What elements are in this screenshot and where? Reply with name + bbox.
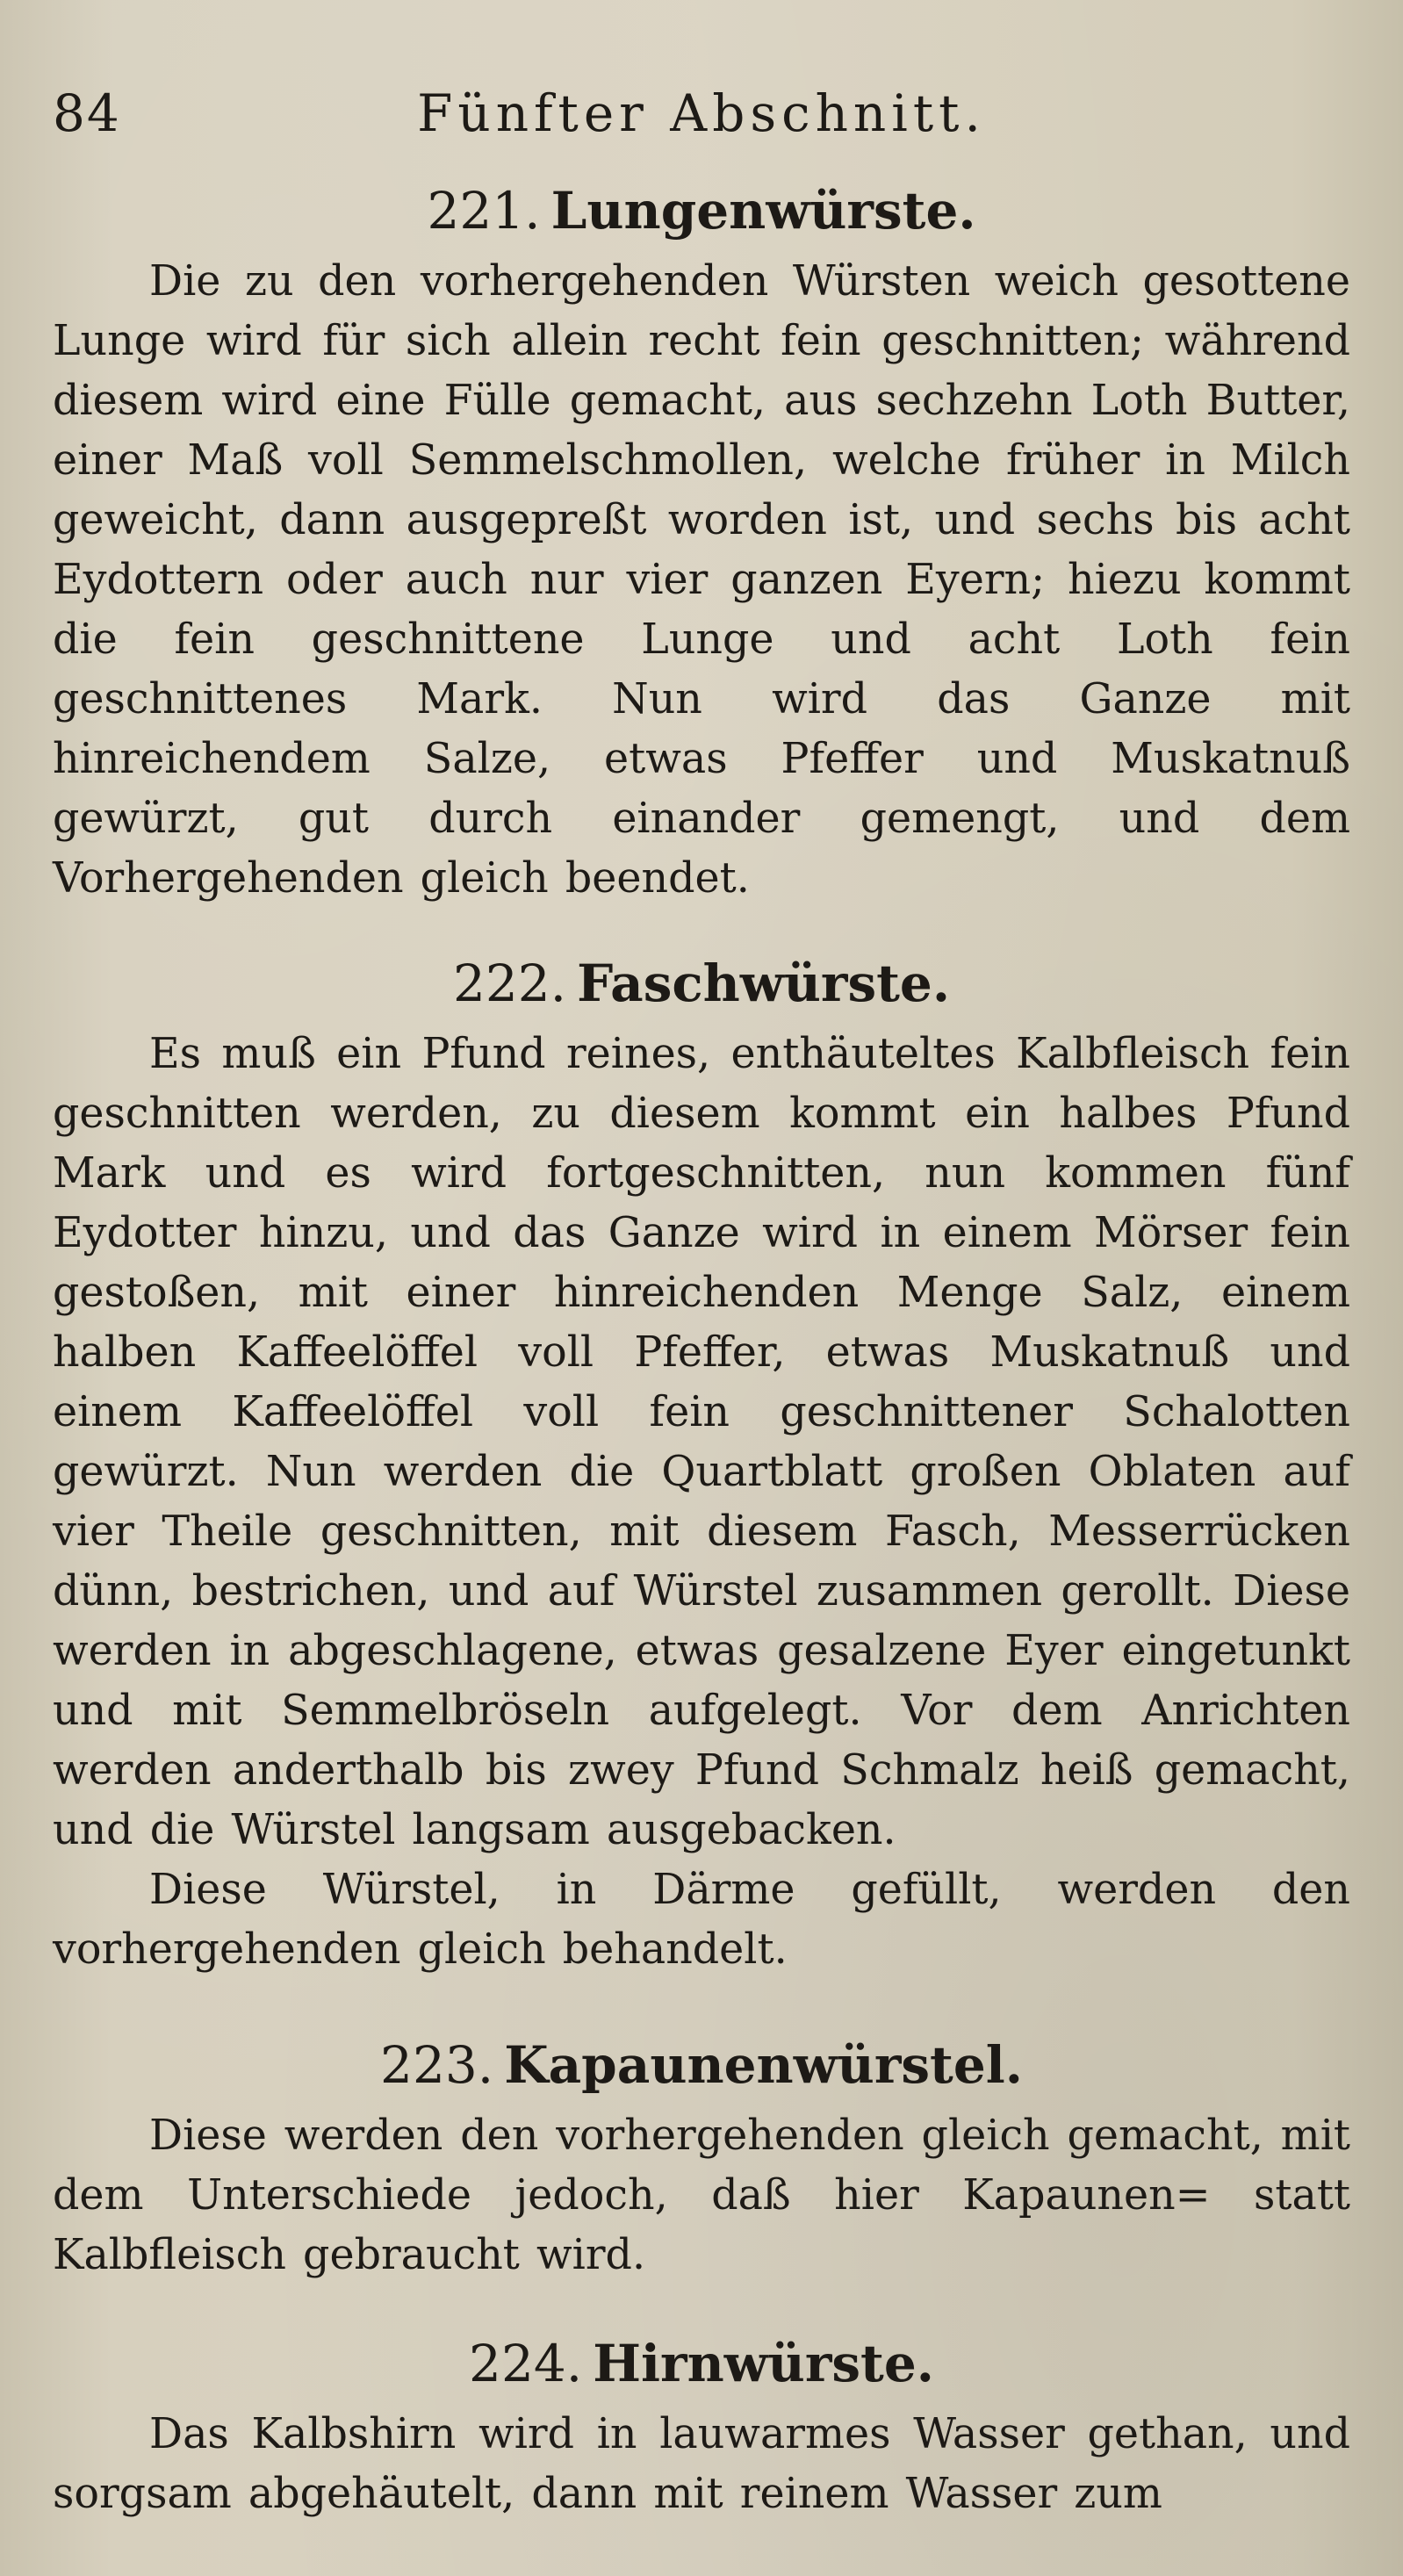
recipe-paragraph: Das Kalbshirn wird in lauwarmes Wasser gethan, und sorgsam abgehäutelt, dann mit reinem Wasser zum (53, 2410, 1350, 2518)
recipe-paragraph: Die zu den vorhergehenden Würsten weich gesottene Lunge wird für sich allein recht fein geschnitten; während diesem wird eine Fülle gemacht, aus sechzehn Loth Butter, einer Maß voll Semmelschmollen, welche früher in Milch geweicht, dann ausgepreßt worden ist, und sechs bis acht Eydottern oder auch nur vier ganzen Eyern; hiezu kommt die fein geschnittene Lunge und acht Loth fein geschnittenes Mark. Nun wird das Ganze mit hinreichendem Salze, etwas Pfeffer und Muskatnuß gewürzt, gut durch einander gemengt, und dem Vorhergehenden gleich beendet. (53, 257, 1350, 903)
section-number: 221. (427, 181, 541, 241)
recipe-section-223 (53, 2034, 1350, 2285)
recipe-section-222 (53, 953, 1350, 1980)
recipe-paragraph: Diese Würstel, in Därme gefüllt, werden den vorhergehenden gleich behandelt. (53, 1866, 1350, 1974)
page-header (53, 83, 1350, 162)
recipe-section-224 (53, 2333, 1350, 2524)
section-title (53, 2333, 1350, 2394)
recipe-paragraph: Diese werden den vorhergehenden gleich gemacht, mit dem Unterschiede jedoch, daß hier Kapaunen= statt Kalbfleisch gebraucht wird. (53, 2112, 1350, 2279)
section-heading: Kapaunenwürstel. (504, 2035, 1023, 2095)
text-block (53, 180, 1350, 2524)
section-number: 224. (469, 2334, 583, 2393)
section-title (53, 2034, 1350, 2096)
recipe-section-221 (53, 180, 1350, 909)
section-title (53, 953, 1350, 1014)
page-number: 84 (53, 83, 121, 143)
running-head: Fünfter Abschnitt. (417, 83, 986, 143)
section-heading: Faschwürste. (577, 953, 951, 1013)
recipe-paragraph: Es muß ein Pfund reines, enthäuteltes Kalbfleisch fein geschnitten werden, zu diesem kommt ein halbes Pfund Mark und es wird fortgeschnitten, nun kommen fünf Eydotter hinzu, und das Ganze wird in einem Mörser fein gestoßen, mit einer hinreichenden Menge Salz, einem halben Kaffeelöffel voll Pfeffer, etwas Muskatnuß und einem Kaffeelöffel voll fein geschnittener Schalotten gewürzt. Nun werden die Quartblatt großen Oblaten auf vier Theile geschnitten, mit diesem Fasch, Messerrücken dünn, bestrichen, und auf Würstel zusammen gerollt. Diese werden in abgeschlagene, etwas gesalzene Eyer eingetunkt und mit Semmelbröseln aufgelegt. Vor dem Anrichten werden anderthalb bis zwey Pfund Schmalz heiß gemacht, und die Würstel langsam ausgebacken. (53, 1030, 1350, 1854)
section-number: 223. (380, 2035, 494, 2095)
section-number: 222. (452, 953, 567, 1013)
section-heading: Lungenwürste. (550, 181, 976, 241)
section-title (53, 180, 1350, 241)
section-heading: Hirnwürste. (593, 2334, 934, 2393)
